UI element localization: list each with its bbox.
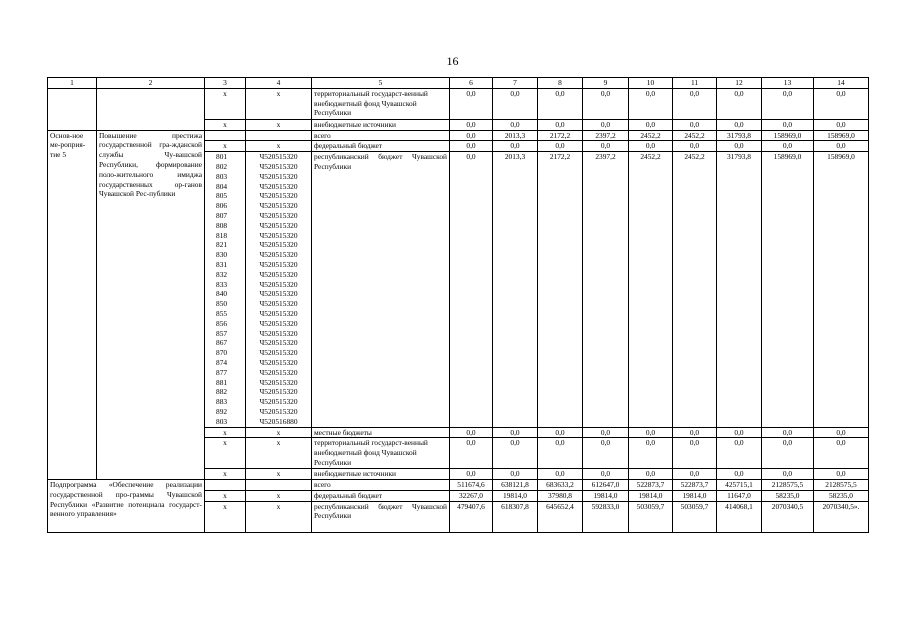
kbk-code: Ч520516880	[259, 416, 298, 426]
table-row	[48, 130, 869, 141]
funding-source-cell: территориальный государст-венный внебюджетный фонд Чувашской Республики	[312, 88, 450, 119]
value-cell: 2070340,5».	[814, 501, 869, 532]
value-cell: 0,0	[717, 438, 762, 469]
kbk-code: Ч520515320	[259, 318, 298, 328]
value-cell: 2452,2	[629, 130, 673, 141]
funding-source-cell: республиканский бюджет Чувашской Республики	[312, 152, 450, 427]
value-cell: 158969,0	[762, 152, 814, 427]
funding-source-cell: местные бюджеты	[312, 427, 450, 438]
grbs-code: 874	[216, 357, 228, 367]
kbk-code: Ч520515320	[259, 259, 298, 269]
kbk-code: Ч520515320	[259, 269, 298, 279]
value-cell: 0,0	[629, 438, 673, 469]
value-cell: 0,0	[629, 469, 673, 480]
table-row	[48, 480, 869, 491]
value-cell: 0,0	[450, 119, 493, 130]
kbk-code-cell: x	[246, 438, 312, 469]
value-cell: 2128575,5	[762, 480, 814, 491]
kbk-code: Ч520515320	[259, 338, 298, 348]
grbs-code: 805	[216, 191, 228, 201]
column-number-header	[48, 78, 869, 89]
value-cell: 2397,2	[583, 152, 629, 427]
value-cell: 2452,2	[673, 130, 717, 141]
kbk-code: Ч520515320	[259, 191, 298, 201]
grbs-code: 855	[216, 308, 228, 318]
kbk-code: Ч520515320	[259, 357, 298, 367]
value-cell: 0,0	[762, 438, 814, 469]
column-number: 8	[538, 78, 583, 89]
value-cell: 522873,7	[629, 480, 673, 491]
grbs-code: 803	[216, 416, 228, 426]
value-cell: 0,0	[583, 438, 629, 469]
value-cell: 2172,2	[538, 130, 583, 141]
value-cell: 0,0	[673, 141, 717, 152]
grbs-code: 881	[216, 377, 228, 387]
value-cell: 0,0	[538, 469, 583, 480]
column-number: 9	[583, 78, 629, 89]
value-cell: 58235,0	[814, 490, 869, 501]
grbs-code: 804	[216, 181, 228, 191]
kbk-code: Ч520515320	[259, 299, 298, 309]
column-number: 6	[450, 78, 493, 89]
budget-table	[47, 77, 869, 533]
grbs-code: 830	[216, 250, 228, 260]
value-cell: 0,0	[493, 469, 538, 480]
kbk-code: Ч520515320	[259, 250, 298, 260]
grbs-code: 840	[216, 289, 228, 299]
grbs-code: 867	[216, 338, 228, 348]
kbk-code: Ч520515320	[259, 220, 298, 230]
kbk-code: Ч520515320	[259, 201, 298, 211]
value-cell: 503059,7	[673, 501, 717, 532]
value-cell: 0,0	[814, 469, 869, 480]
value-cell: 0,0	[717, 88, 762, 119]
funding-source-cell: внебюджетные источники	[312, 469, 450, 480]
value-cell: 0,0	[717, 119, 762, 130]
grbs-code: 850	[216, 299, 228, 309]
value-cell: 0,0	[538, 427, 583, 438]
value-cell: 0,0	[450, 469, 493, 480]
grbs-code: 808	[216, 220, 228, 230]
grbs-code-cell: x	[205, 438, 246, 469]
column-number: 3	[205, 78, 246, 89]
empty-cell	[48, 88, 97, 130]
value-cell: 479407,6	[450, 501, 493, 532]
kbk-code-list	[246, 152, 312, 427]
funding-source-cell: внебюджетные источники	[312, 119, 450, 130]
value-cell: 0,0	[762, 88, 814, 119]
funding-source-cell: федеральный бюджет	[312, 141, 450, 152]
value-cell: 0,0	[450, 88, 493, 119]
kbk-code-cell: x	[246, 501, 312, 532]
grbs-code: 856	[216, 318, 228, 328]
value-cell: 2128575,5	[814, 480, 869, 491]
value-cell: 0,0	[493, 119, 538, 130]
empty-cell	[97, 88, 205, 130]
funding-source-cell: всего	[312, 480, 450, 491]
grbs-code-cell	[205, 130, 246, 141]
grbs-code: 892	[216, 406, 228, 416]
column-number: 2	[97, 78, 205, 89]
value-cell: 0,0	[814, 88, 869, 119]
grbs-code: 807	[216, 210, 228, 220]
value-cell: 0,0	[717, 469, 762, 480]
value-cell: 0,0	[583, 141, 629, 152]
value-cell: 2452,2	[673, 152, 717, 427]
grbs-code: 877	[216, 367, 228, 377]
value-cell: 2013,3	[493, 152, 538, 427]
value-cell: 0,0	[629, 141, 673, 152]
value-cell: 2070340,5	[762, 501, 814, 532]
value-cell: 0,0	[673, 438, 717, 469]
value-cell: 158969,0	[814, 152, 869, 427]
value-cell: 19814,0	[583, 490, 629, 501]
value-cell: 0,0	[493, 141, 538, 152]
kbk-code-cell: x	[246, 469, 312, 480]
value-cell: 0,0	[493, 438, 538, 469]
value-cell: 0,0	[762, 119, 814, 130]
value-cell: 58235,0	[762, 490, 814, 501]
value-cell: 31793,8	[717, 130, 762, 141]
value-cell: 0,0	[583, 119, 629, 130]
kbk-code: Ч520515320	[259, 289, 298, 299]
kbk-code: Ч520515320	[259, 328, 298, 338]
kbk-code-cell: x	[246, 88, 312, 119]
grbs-code: 818	[216, 230, 228, 240]
value-cell: 0,0	[538, 141, 583, 152]
funding-source-cell: республиканский бюджет Чувашской Республики	[312, 501, 450, 532]
value-cell: 0,0	[538, 119, 583, 130]
grbs-code: 857	[216, 328, 228, 338]
funding-source-cell: федеральный бюджет	[312, 490, 450, 501]
value-cell: 0,0	[493, 427, 538, 438]
value-cell: 645652,4	[538, 501, 583, 532]
column-number: 12	[717, 78, 762, 89]
grbs-code: 803	[216, 171, 228, 181]
value-cell: 11647,0	[717, 490, 762, 501]
grbs-code: 833	[216, 279, 228, 289]
value-cell: 158969,0	[762, 130, 814, 141]
value-cell: 19814,0	[493, 490, 538, 501]
kbk-code: Ч520515320	[259, 161, 298, 171]
value-cell: 0,0	[762, 141, 814, 152]
value-cell: 0,0	[583, 469, 629, 480]
value-cell: 0,0	[762, 427, 814, 438]
value-cell: 592833,0	[583, 501, 629, 532]
value-cell: 0,0	[673, 469, 717, 480]
page-number: 16	[446, 54, 459, 68]
grbs-code-cell: x	[205, 141, 246, 152]
value-cell: 0,0	[583, 88, 629, 119]
kbk-code-cell: x	[246, 490, 312, 501]
value-cell: 19814,0	[629, 490, 673, 501]
value-cell: 0,0	[673, 119, 717, 130]
grbs-code: 832	[216, 269, 228, 279]
grbs-code: 802	[216, 161, 228, 171]
grbs-code-cell: x	[205, 490, 246, 501]
table-row	[48, 88, 869, 119]
value-cell: 19814,0	[673, 490, 717, 501]
value-cell: 32267,0	[450, 490, 493, 501]
value-cell: 0,0	[814, 438, 869, 469]
value-cell: 0,0	[629, 88, 673, 119]
kbk-code: Ч520515320	[259, 348, 298, 358]
kbk-code: Ч520515320	[259, 279, 298, 289]
grbs-code-cell: x	[205, 501, 246, 532]
value-cell: 0,0	[450, 438, 493, 469]
grbs-code-cell: x	[205, 427, 246, 438]
kbk-code-cell: x	[246, 427, 312, 438]
value-cell: 511674,6	[450, 480, 493, 491]
value-cell: 0,0	[629, 119, 673, 130]
column-number: 5	[312, 78, 450, 89]
value-cell: 37980,8	[538, 490, 583, 501]
kbk-code: Ч520515320	[259, 230, 298, 240]
value-cell: 2397,2	[583, 130, 629, 141]
grbs-code-cell: x	[205, 88, 246, 119]
value-cell: 0,0	[583, 427, 629, 438]
value-cell: 31793,8	[717, 152, 762, 427]
grbs-code-cell: x	[205, 119, 246, 130]
kbk-code: Ч520515320	[259, 406, 298, 416]
grbs-code: 806	[216, 201, 228, 211]
kbk-code: Ч520515320	[259, 171, 298, 181]
funding-source-cell: территориальный государст-венный внебюджетный фонд Чувашской Республики	[312, 438, 450, 469]
grbs-code-cell: x	[205, 469, 246, 480]
kbk-code: Ч520515320	[259, 210, 298, 220]
kbk-code-cell	[246, 480, 312, 491]
value-cell: 0,0	[450, 141, 493, 152]
column-number: 13	[762, 78, 814, 89]
value-cell: 0,0	[538, 88, 583, 119]
grbs-code: 882	[216, 387, 228, 397]
kbk-code: Ч520515320	[259, 308, 298, 318]
value-cell: 0,0	[762, 469, 814, 480]
funding-source-cell: всего	[312, 130, 450, 141]
grbs-code: 870	[216, 348, 228, 358]
value-cell: 2172,2	[538, 152, 583, 427]
value-cell: 0,0	[450, 427, 493, 438]
value-cell: 2013,3	[493, 130, 538, 141]
value-cell: 0,0	[814, 119, 869, 130]
value-cell: 414068,1	[717, 501, 762, 532]
value-cell: 0,0	[450, 152, 493, 427]
value-cell: 0,0	[673, 88, 717, 119]
value-cell: 0,0	[629, 427, 673, 438]
column-number: 14	[814, 78, 869, 89]
value-cell: 618307,8	[493, 501, 538, 532]
value-cell: 158969,0	[814, 130, 869, 141]
column-number: 10	[629, 78, 673, 89]
value-cell: 683633,2	[538, 480, 583, 491]
value-cell: 0,0	[450, 130, 493, 141]
value-cell: 2452,2	[629, 152, 673, 427]
kbk-code-cell: x	[246, 119, 312, 130]
kbk-code: Ч520515320	[259, 367, 298, 377]
kbk-code-cell: x	[246, 141, 312, 152]
value-cell: 0,0	[814, 427, 869, 438]
value-cell: 0,0	[814, 141, 869, 152]
subprogram-title-cell: Подпрограмма «Обеспечение реализации государственной про-граммы Чувашской Республики «Развитие потенциала государст-венного управления»	[48, 480, 205, 533]
value-cell: 0,0	[538, 438, 583, 469]
measure-name-cell: Основ-ное ме-роприя-тие 5	[48, 130, 97, 480]
value-cell: 612647,0	[583, 480, 629, 491]
kbk-code: Ч520515320	[259, 397, 298, 407]
grbs-code-cell	[205, 480, 246, 491]
kbk-code: Ч520515320	[259, 240, 298, 250]
column-number: 4	[246, 78, 312, 89]
grbs-code: 883	[216, 397, 228, 407]
value-cell: 522873,7	[673, 480, 717, 491]
kbk-code: Ч520515320	[259, 181, 298, 191]
column-number: 11	[673, 78, 717, 89]
grbs-code: 801	[216, 152, 228, 162]
kbk-code-cell	[246, 130, 312, 141]
kbk-code: Ч520515320	[259, 387, 298, 397]
column-number: 7	[493, 78, 538, 89]
kbk-code: Ч520515320	[259, 377, 298, 387]
grbs-code-list	[205, 152, 246, 427]
grbs-code: 831	[216, 259, 228, 269]
value-cell: 0,0	[717, 141, 762, 152]
value-cell: 425715,1	[717, 480, 762, 491]
value-cell: 0,0	[717, 427, 762, 438]
value-cell: 0,0	[493, 88, 538, 119]
value-cell: 0,0	[673, 427, 717, 438]
grbs-code: 821	[216, 240, 228, 250]
value-cell: 503059,7	[629, 501, 673, 532]
measure-description-cell: Повышение престижа государственной гра-жданской службы Чу-вашской Республики, формирование поло-жительного имиджа государственных ор-ганов Чувашской Рес-публики	[97, 130, 205, 480]
value-cell: 638121,8	[493, 480, 538, 491]
column-number: 1	[48, 78, 97, 89]
kbk-code: Ч520515320	[259, 152, 298, 162]
